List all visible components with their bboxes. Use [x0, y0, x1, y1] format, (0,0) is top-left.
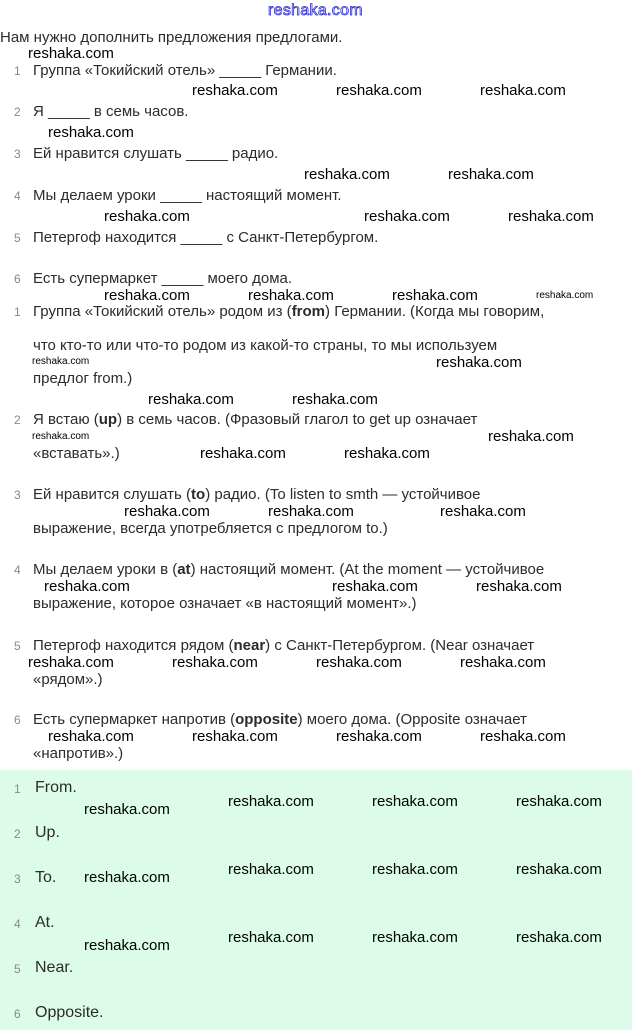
explanation-line: что кто-то или что-то родом из какой-то страны, то мы используем	[33, 337, 498, 354]
explanation-line: «рядом».)	[33, 671, 103, 688]
watermark: reshaka.com	[436, 354, 522, 371]
watermark: reshaka.com	[48, 124, 134, 141]
watermark: reshaka.com	[480, 82, 566, 99]
item-number: 3	[14, 488, 21, 502]
watermark: reshaka.com	[516, 929, 602, 946]
item-number: 6	[14, 1007, 21, 1021]
question-text: Ей нравится слушать _____ радио.	[33, 145, 279, 162]
watermark: reshaka.com	[104, 208, 190, 225]
explanation-pre: Ей нравится слушать (	[33, 486, 192, 503]
watermark: reshaka.com	[84, 869, 170, 886]
explanation-line	[33, 303, 544, 320]
watermark: reshaka.com	[536, 290, 594, 301]
explanation-post: ) с Санкт-Петербургом. (Near означает	[265, 637, 535, 654]
answer-word: from	[291, 303, 326, 320]
answer-word: opposite	[235, 711, 298, 728]
watermark: reshaka.com	[28, 654, 114, 671]
watermark: reshaka.com	[248, 287, 334, 304]
item-number: 1	[14, 64, 21, 78]
question-text: Есть супермаркет _____ моего дома.	[33, 270, 293, 287]
answer-text: To.	[35, 869, 57, 886]
explanation-line: предлог from.)	[33, 370, 133, 387]
watermark: reshaka.com	[516, 793, 602, 810]
watermark: reshaka.com	[332, 578, 418, 595]
item-number: 2	[14, 413, 21, 427]
watermark: reshaka.com	[516, 861, 602, 878]
watermark: reshaka.com	[344, 445, 430, 462]
intro-text: Нам нужно дополнить предложения предлогами.	[0, 29, 343, 46]
watermark: reshaka.com	[104, 287, 190, 304]
answer-item	[0, 824, 632, 842]
answer-text: Up.	[35, 824, 60, 841]
explanation-line	[33, 637, 534, 654]
watermark: reshaka.com	[488, 428, 574, 445]
watermark: reshaka.com	[228, 861, 314, 878]
watermark: reshaka.com	[192, 82, 278, 99]
watermark: reshaka.com	[440, 503, 526, 520]
item-number: 3	[14, 147, 21, 161]
watermark: reshaka.com	[84, 937, 170, 954]
item-number: 3	[14, 872, 21, 886]
watermark: reshaka.com	[480, 728, 566, 745]
watermark: reshaka.com	[124, 503, 210, 520]
answer-word: up	[98, 411, 118, 428]
item-number: 2	[14, 105, 21, 119]
watermark: reshaka.com	[364, 208, 450, 225]
item-number: 1	[14, 782, 21, 796]
explanation-line: выражение, которое означает «в настоящий момент».)	[33, 595, 417, 612]
answer-item	[0, 959, 632, 977]
item-number: 5	[14, 231, 21, 245]
explanation-line: выражение, всегда употребляется с предлогом to.)	[33, 520, 388, 537]
item-number: 6	[14, 713, 21, 727]
item-number: 4	[14, 917, 21, 931]
question-item	[0, 229, 632, 246]
site-header: reshaka.com	[268, 2, 363, 19]
question-item	[0, 270, 632, 287]
item-number: 6	[14, 272, 21, 286]
watermark: reshaka.com	[32, 356, 90, 367]
watermark: reshaka.com	[392, 287, 478, 304]
answer-word: near	[233, 637, 266, 654]
watermark: reshaka.com	[32, 431, 90, 442]
answer-text: From.	[35, 779, 77, 796]
answer-text: Opposite.	[35, 1004, 104, 1021]
explanation-pre: Мы делаем уроки в (	[33, 561, 178, 578]
watermark: reshaka.com	[28, 45, 114, 62]
watermark: reshaka.com	[372, 861, 458, 878]
watermark: reshaka.com	[268, 503, 354, 520]
answer-word: to	[191, 486, 206, 503]
explanation-pre: Группа «Токийский отель» родом из (	[33, 303, 292, 320]
watermark: reshaka.com	[44, 578, 130, 595]
item-number: 1	[14, 305, 21, 319]
item-number: 5	[14, 962, 21, 976]
item-number: 4	[14, 189, 21, 203]
watermark: reshaka.com	[48, 728, 134, 745]
watermark: reshaka.com	[292, 391, 378, 408]
watermark: reshaka.com	[192, 728, 278, 745]
explanation-post: ) радио. (To listen to smth — устойчивое	[205, 486, 481, 503]
explanation-line	[33, 486, 480, 503]
explanation-pre: Я встаю (	[33, 411, 99, 428]
watermark: reshaka.com	[476, 578, 562, 595]
answer-text: At.	[35, 914, 55, 931]
explanation-post: ) моего дома. (Opposite означает	[297, 711, 527, 728]
explanation-line	[33, 711, 527, 728]
explanation-line: «напротив».)	[33, 745, 124, 762]
watermark: reshaka.com	[304, 166, 390, 183]
answer-item	[0, 1004, 632, 1022]
watermark: reshaka.com	[508, 208, 594, 225]
watermark: reshaka.com	[372, 793, 458, 810]
answer-text: Near.	[35, 959, 74, 976]
explanation-pre: Петергоф находится рядом (	[33, 637, 234, 654]
watermark: reshaka.com	[84, 801, 170, 818]
watermark: reshaka.com	[200, 445, 286, 462]
question-item	[0, 103, 632, 120]
watermark: reshaka.com	[336, 728, 422, 745]
watermark: reshaka.com	[460, 654, 546, 671]
explanation-line	[33, 411, 477, 428]
explanation-post: ) настоящий момент. (At the moment — устойчивое	[190, 561, 545, 578]
watermark: reshaka.com	[148, 391, 234, 408]
watermark: reshaka.com	[228, 793, 314, 810]
question-text: Я _____ в семь часов.	[33, 103, 189, 120]
explanation-line: «вставать».)	[33, 445, 120, 462]
watermark: reshaka.com	[448, 166, 534, 183]
question-text: Мы делаем уроки _____ настоящий момент.	[33, 187, 342, 204]
watermark: reshaka.com	[336, 82, 422, 99]
watermark: reshaka.com	[228, 929, 314, 946]
watermark: reshaka.com	[316, 654, 402, 671]
question-text: Группа «Токийский отель» _____ Германии.	[33, 62, 337, 79]
explanation-line	[33, 561, 544, 578]
question-item	[0, 187, 632, 204]
answer-word: at	[177, 561, 191, 578]
explanation-post: ) в семь часов. (Фразовый глагол to get up означает	[117, 411, 478, 428]
question-item	[0, 145, 632, 162]
question-item	[0, 62, 632, 79]
explanation-pre: Есть супермаркет напротив (	[33, 711, 236, 728]
question-text: Петергоф находится _____ с Санкт-Петербургом.	[33, 229, 379, 246]
item-number: 4	[14, 563, 21, 577]
watermark: reshaka.com	[372, 929, 458, 946]
item-number: 2	[14, 827, 21, 841]
item-number: 5	[14, 639, 21, 653]
watermark: reshaka.com	[172, 654, 258, 671]
explanation-post: ) Германии. (Когда мы говорим,	[325, 303, 545, 320]
